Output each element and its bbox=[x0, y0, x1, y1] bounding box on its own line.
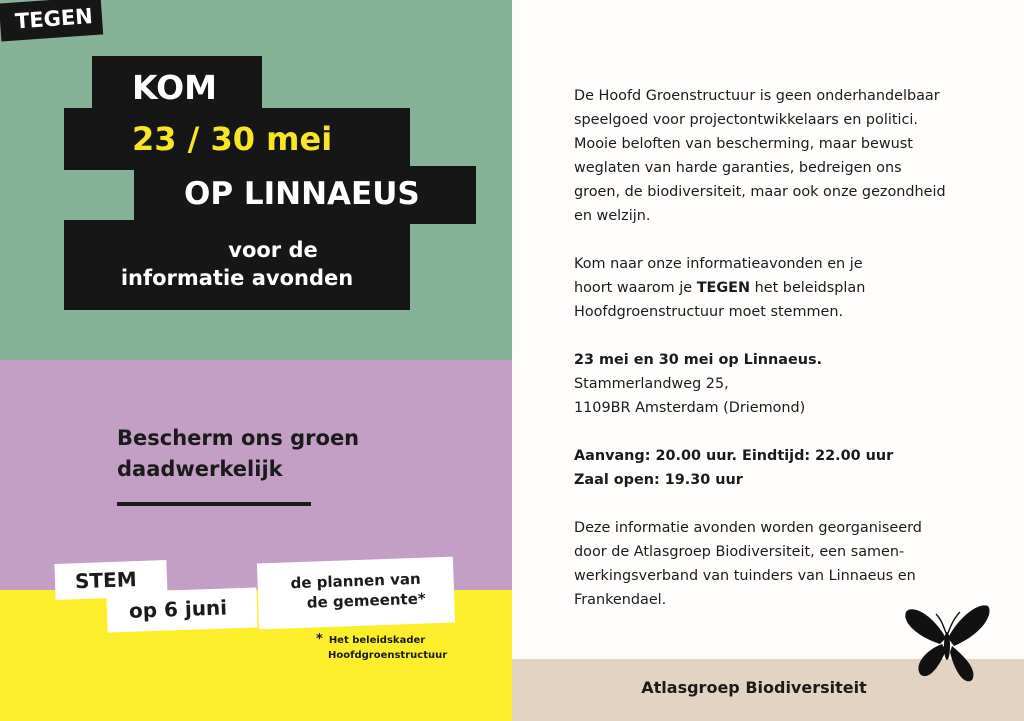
paragraph-organiser bbox=[574, 516, 994, 612]
vote-tegen-label: TEGEN bbox=[0, 0, 103, 42]
hero-subtitle-line1: voor de bbox=[228, 238, 318, 262]
text-line: Kom naar onze informatieavonden en je bbox=[574, 256, 863, 272]
text-line: Hoofdgroenstructuur moet stemmen. bbox=[574, 304, 844, 320]
vote-plans-card bbox=[257, 557, 455, 630]
text-line: door de Atlasgroep Biodiversiteit, een samen- bbox=[574, 544, 905, 560]
butterfly-icon bbox=[902, 600, 994, 686]
footnote-star: * bbox=[316, 632, 323, 647]
footnote bbox=[316, 632, 447, 663]
protect-line2: daadwerkelijk bbox=[117, 457, 283, 481]
organisation-name: Atlasgroep Biodiversiteit bbox=[641, 678, 867, 697]
text-line: Deze informatie avonden worden georganiseerd bbox=[574, 520, 922, 536]
text-line: en welzijn. bbox=[574, 208, 651, 224]
hero-kom: KOM bbox=[92, 56, 262, 112]
text-line: weglaten van harde garanties, bedreigen ons bbox=[574, 160, 902, 176]
protect-heading bbox=[117, 423, 359, 485]
text-line: werkingsverband van tuinders van Linnaeus en bbox=[574, 568, 916, 584]
text-line bbox=[574, 276, 994, 300]
vote-plans-line1: de plannen van bbox=[290, 569, 421, 593]
doors-open: Zaal open: 19.30 uur bbox=[574, 472, 743, 488]
divider bbox=[117, 502, 311, 506]
hero-subtitle bbox=[64, 220, 410, 310]
protect-line1: Bescherm ons groen bbox=[117, 426, 360, 450]
body-text bbox=[574, 84, 994, 636]
address-street: Stammerlandweg 25, bbox=[574, 376, 729, 392]
text-line: speelgoed voor projectontwikkelaars en politici. bbox=[574, 112, 918, 128]
text-line: De Hoofd Groenstructuur is geen onderhandelbaar bbox=[574, 88, 940, 104]
emphasis-tegen: TEGEN bbox=[696, 280, 751, 296]
hero-subtitle-line2: informatie avonden bbox=[120, 266, 354, 290]
footnote-line2: Hoofdgroenstructuur bbox=[328, 650, 448, 661]
paragraph-intro bbox=[574, 84, 994, 228]
vote-stem-card: STEM bbox=[54, 560, 167, 600]
text-line: Mooie beloften van bescherming, maar bewust bbox=[574, 136, 913, 152]
text-segment: hoort waarom je bbox=[574, 280, 697, 296]
hero-dates: 23 / 30 mei bbox=[64, 108, 410, 170]
event-dates: 23 mei en 30 mei op Linnaeus. bbox=[574, 352, 823, 368]
paragraph-times bbox=[574, 444, 994, 492]
text-segment: het beleidsplan bbox=[750, 280, 866, 296]
hero-location: OP LINNAEUS bbox=[134, 166, 476, 224]
text-line: Frankendael. bbox=[574, 592, 667, 608]
text-line: groen, de biodiversiteit, maar ook onze gezondheid bbox=[574, 184, 946, 200]
footnote-line1: Het beleidskader bbox=[328, 635, 426, 646]
paragraph-invite bbox=[574, 252, 994, 324]
vote-plans-line2: de gemeente* bbox=[306, 589, 426, 612]
address-city: 1109BR Amsterdam (Driemond) bbox=[574, 400, 806, 416]
paragraph-location bbox=[574, 348, 994, 420]
vote-date-card: op 6 juni bbox=[106, 587, 257, 632]
event-times: Aanvang: 20.00 uur. Eindtijd: 22.00 uur bbox=[574, 448, 894, 464]
